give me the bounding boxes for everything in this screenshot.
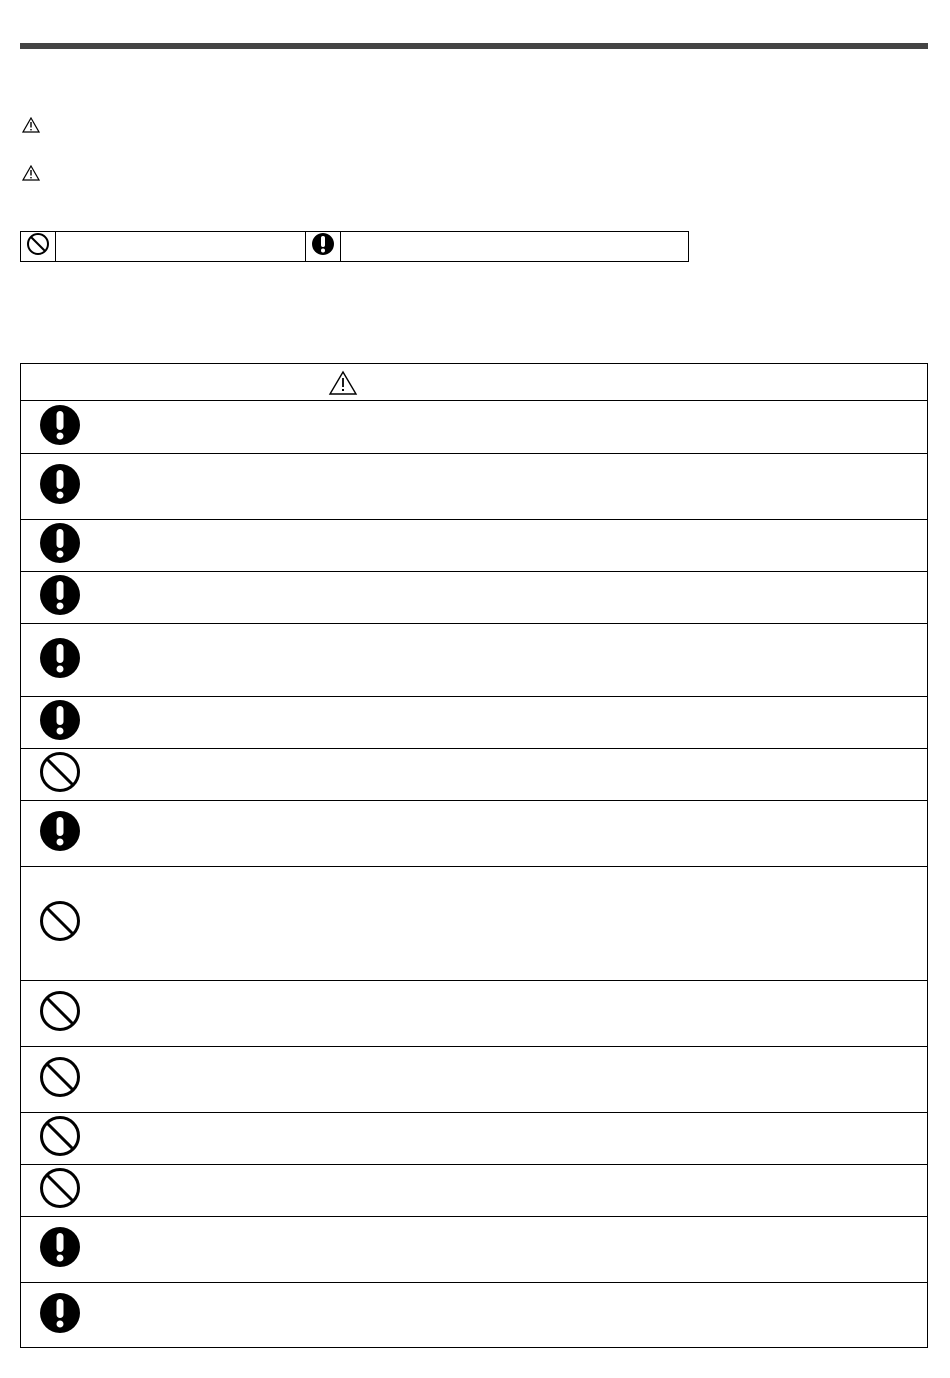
legend-prohibited-cell [21, 232, 56, 261]
warning-line-2 [22, 165, 40, 181]
row-text [99, 1246, 927, 1254]
mandatory-action-icon [39, 699, 81, 746]
table-row [21, 981, 927, 1047]
table-row [21, 572, 927, 624]
mandatory-action-icon [39, 810, 81, 857]
row-text [99, 656, 927, 664]
table-row [21, 624, 927, 697]
row-text [99, 830, 927, 838]
warning-triangle-icon [328, 370, 358, 401]
table-row [21, 749, 927, 801]
prohibited-icon [39, 1167, 81, 1214]
symbol-legend [20, 231, 689, 262]
row-text [99, 594, 927, 602]
legend-prohibited-text [56, 232, 306, 261]
warning-triangle-icon [22, 165, 40, 181]
table-row [21, 1047, 927, 1113]
table-row [21, 1283, 927, 1347]
table-row [21, 454, 927, 520]
legend-mandatory-text [341, 232, 688, 261]
table-row [21, 1165, 927, 1217]
table-row [21, 867, 927, 981]
row-text [99, 920, 927, 928]
mandatory-action-icon [39, 463, 81, 510]
row-text [99, 771, 927, 779]
prohibited-icon [39, 990, 81, 1037]
prohibited-icon [39, 900, 81, 947]
table-row [21, 1217, 927, 1283]
mandatory-action-icon [39, 637, 81, 684]
warning-triangle-icon [22, 117, 40, 133]
prohibited-icon [39, 1115, 81, 1162]
prohibited-icon [39, 1056, 81, 1103]
mandatory-action-icon [39, 404, 81, 451]
top-rule [20, 43, 928, 49]
table-row [21, 401, 927, 454]
mandatory-action-icon [311, 232, 335, 261]
row-text [99, 1311, 927, 1319]
table-row [21, 697, 927, 749]
mandatory-action-icon [39, 574, 81, 621]
table-row [21, 520, 927, 572]
warning-line-1 [22, 117, 40, 133]
legend-mandatory-cell [306, 232, 341, 261]
prohibited-icon [39, 751, 81, 798]
row-text [99, 1187, 927, 1195]
row-text [99, 719, 927, 727]
caution-table-header [21, 364, 927, 401]
row-text [99, 1010, 927, 1018]
caution-table [20, 363, 928, 1348]
row-text [99, 483, 927, 491]
row-text [99, 1076, 927, 1084]
row-text [99, 542, 927, 550]
row-text [99, 1135, 927, 1143]
mandatory-action-icon [39, 1292, 81, 1339]
table-row [21, 801, 927, 867]
prohibited-icon [26, 232, 50, 261]
mandatory-action-icon [39, 1226, 81, 1273]
mandatory-action-icon [39, 522, 81, 569]
table-row [21, 1113, 927, 1165]
row-text [99, 423, 927, 431]
